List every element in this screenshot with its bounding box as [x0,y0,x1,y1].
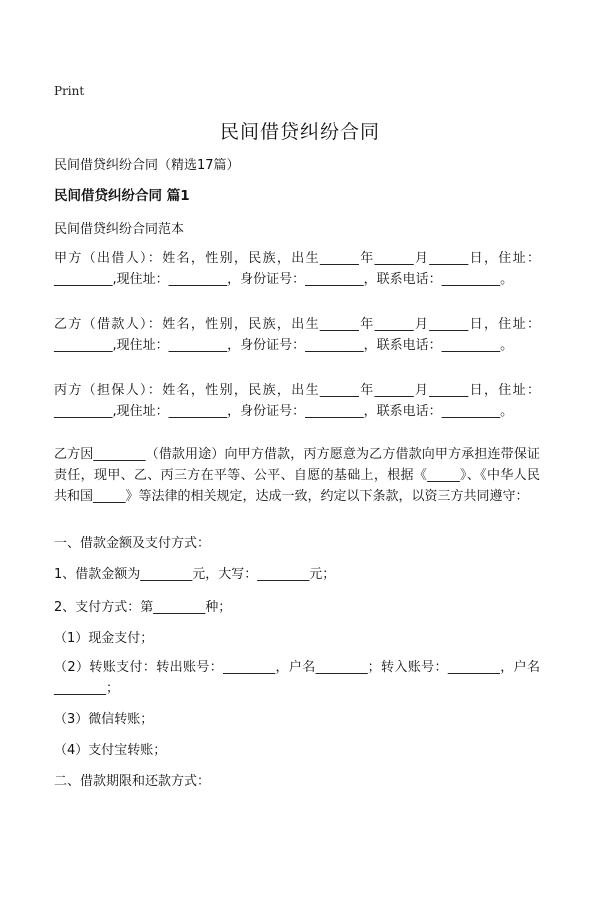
payment-method-item: 2、支付方式：第________种； [54,600,232,615]
cash-option: （1）现金支付； [54,631,154,646]
section-one-heading: 一、借款金额及支付方式： [54,536,211,551]
alipay-option: （4）支付宝转账； [54,743,167,758]
clause-intro-paragraph: 乙方因________（借款用途）向甲方借款，丙方愿意为乙方借款向甲方承担连带保证责任，现甲、乙、丙三方在平等、公平、自愿的基础上，根据《_____》、《中华人民共和国_____》等法律的相关规定，达成一致，约定以下条款，以资三方共同遵守： [54,447,540,504]
party-c-paragraph: 丙方（担保人）：姓名，性别，民族，出生______年______月______日，住址：_________,现住址：_________，身份证号：_________，联系电话：_________。 [54,383,540,419]
print-link[interactable]: Print [54,84,85,98]
transfer-option: （2）转账支付：转出账号：________，户名________；转入账号：________，户名________； [54,660,540,696]
loan-amount-item: 1、借款金额为________元，大写：________元； [54,567,336,582]
wechat-option: （3）微信转账； [54,712,154,727]
document-title: 民间借贷纠纷合同 [219,121,380,143]
party-a-paragraph: 甲方（出借人）：姓名，性别，民族，出生______年______月______日，住址：_________,现住址：_________，身份证号：_________，联系电话：_________。 [54,251,540,287]
section-heading: 民间借贷纠纷合同 篇1 [54,188,190,204]
template-label: 民间借贷纠纷合同范本 [54,222,185,237]
party-b-paragraph: 乙方（借款人）：姓名，性别，民族，出生______年______月______日，住址：_________,现住址：_________，身份证号：_________，联系电话：_________。 [54,317,540,353]
document-subtitle: 民间借贷纠纷合同（精选17篇） [54,158,240,173]
section-two-heading: 二、借款期限和还款方式： [54,774,211,789]
